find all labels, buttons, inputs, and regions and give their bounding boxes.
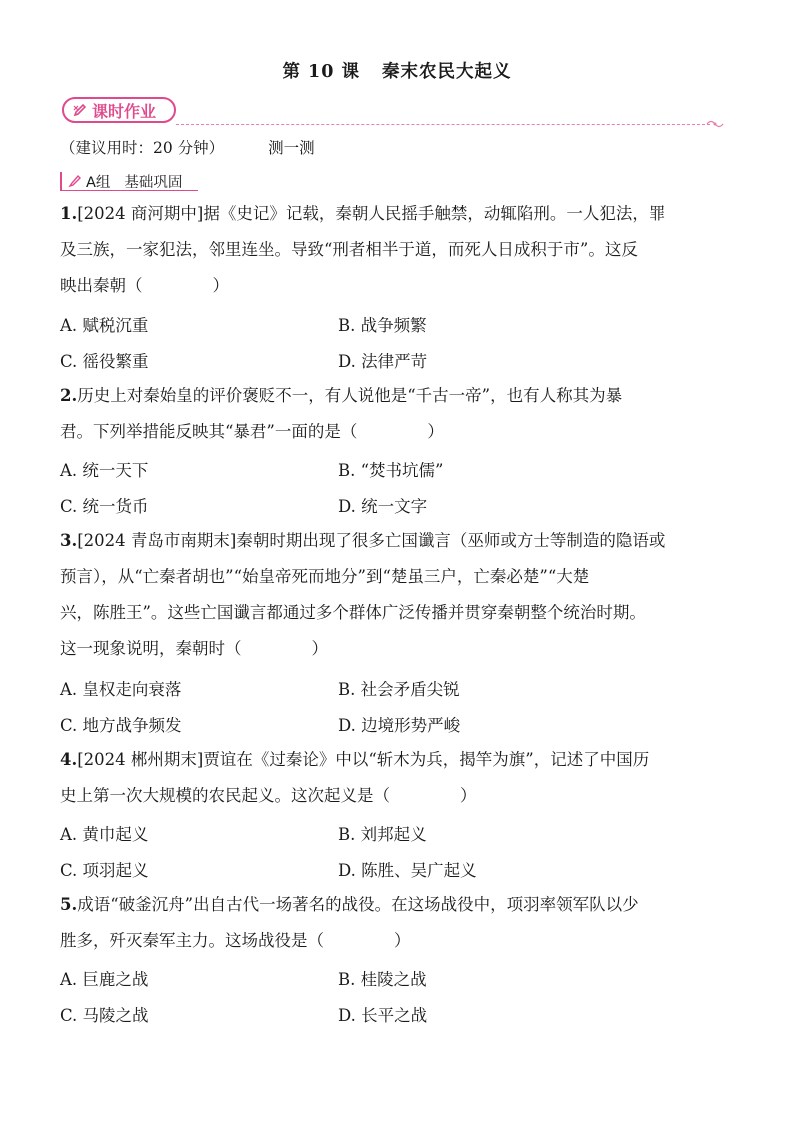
option-c[interactable]: C. 地方战争频发 xyxy=(60,716,182,735)
option-a[interactable]: A. 黄巾起义 xyxy=(60,825,149,844)
option-d[interactable]: D. 长平之战 xyxy=(338,1006,428,1025)
option-c[interactable]: C. 徭役繁重 xyxy=(60,352,149,371)
question-text: 贾谊在《过秦论》中以“斩木为兵，揭竿为旗”，记述了中国历 xyxy=(203,750,650,769)
homework-banner xyxy=(60,96,724,128)
question-text: 及三族，一家犯法，邻里连坐。导致“刑者相半于道，而死人日成积于市”。这反 xyxy=(60,240,638,259)
option-d[interactable]: D. 陈胜、吴广起义 xyxy=(338,861,477,880)
pencil-icon xyxy=(72,102,88,118)
page-title xyxy=(0,58,794,83)
lesson-name: 秦末农民大起义 xyxy=(382,62,512,82)
question-text: 这一现象说明，秦朝时（ xyxy=(60,639,242,658)
question-5 xyxy=(60,887,736,959)
question-text: 胜多，歼灭秦军主力。这场战役是（ xyxy=(60,931,324,950)
option-a[interactable]: A. 赋税沉重 xyxy=(60,316,149,335)
option-c[interactable]: C. 马陵之战 xyxy=(60,1006,149,1025)
answer-blank-close: ） xyxy=(460,786,477,805)
answer-blank-close: ） xyxy=(311,639,328,658)
question-text: 成语“破釜沉舟”出自古代一场著名的战役。在这场战役中，项羽率领军队以少 xyxy=(77,895,639,914)
question-number: 5. xyxy=(60,895,78,914)
question-number: 3. xyxy=(60,531,78,550)
time-hint-row xyxy=(60,136,315,158)
option-b[interactable]: B. 社会矛盾尖锐 xyxy=(338,680,460,699)
option-b[interactable]: B. 桂陵之战 xyxy=(338,970,427,989)
question-1 xyxy=(60,196,736,304)
group-heading xyxy=(60,172,198,191)
brush-icon xyxy=(68,174,82,188)
option-c[interactable]: C. 统一货币 xyxy=(60,497,149,516)
homework-badge xyxy=(62,97,176,123)
homework-label: 课时作业 xyxy=(92,101,157,121)
question-text: 据《史记》记载，秦朝人民摇手触禁，动辄陷刑。一人犯法，罪 xyxy=(203,204,666,223)
question-text: 历史上对秦始皇的评价褒贬不一，有人说他是“千古一帝”，也有人称其为暴 xyxy=(77,386,623,405)
option-c[interactable]: C. 项羽起义 xyxy=(60,861,149,880)
answer-blank-close: ） xyxy=(394,931,411,950)
suggested-time: （建议用时：20 分钟） xyxy=(60,139,225,157)
answer-blank-close: ） xyxy=(427,422,444,441)
question-number: 4. xyxy=(60,750,78,769)
question-source: [2024 商河期中] xyxy=(77,204,204,223)
option-a[interactable]: A. 皇权走向衰落 xyxy=(60,680,182,699)
answer-blank-close: ） xyxy=(212,276,229,295)
question-number: 1. xyxy=(60,204,78,223)
question-text: 映出秦朝（ xyxy=(60,276,143,295)
question-text: 史上第一次大规模的农民起义。这次起义是（ xyxy=(60,786,390,805)
question-text: 兴，陈胜王”。这些亡国谶言都通过多个群体广泛传播并贯穿秦朝整个统治时期。 xyxy=(60,603,646,622)
banner-divider xyxy=(176,124,710,125)
question-3 xyxy=(60,523,736,667)
group-name: A组 xyxy=(86,174,111,191)
question-4 xyxy=(60,742,736,814)
option-b[interactable]: B. 战争频繁 xyxy=(338,316,427,335)
question-text: 君。下列举措能反映其“暴君”一面的是（ xyxy=(60,422,358,441)
lesson-number: 第 10 课 xyxy=(282,62,361,82)
question-text: 预言），从“亡秦者胡也”“始皇帝死而地分”到“楚虽三户，亡秦必楚”“大楚 xyxy=(60,567,590,586)
option-b[interactable]: B. 刘邦起义 xyxy=(338,825,427,844)
question-number: 2. xyxy=(60,386,78,405)
group-label: 基础巩固 xyxy=(124,174,183,191)
question-text: 秦朝时期出现了很多亡国谶言（巫师或方士等制造的隐语或 xyxy=(236,531,666,550)
option-a[interactable]: A. 统一天下 xyxy=(60,461,149,480)
option-b[interactable]: B. “焚书坑儒” xyxy=(338,461,444,480)
option-d[interactable]: D. 边境形势严峻 xyxy=(338,716,461,735)
option-d[interactable]: D. 法律严苛 xyxy=(338,352,428,371)
question-2 xyxy=(60,378,736,450)
option-d[interactable]: D. 统一文字 xyxy=(338,497,428,516)
section-label: 测一测 xyxy=(268,139,315,157)
banner-end-ornament xyxy=(706,118,724,130)
question-source: [2024 郴州期末] xyxy=(77,750,204,769)
question-source: [2024 青岛市南期末] xyxy=(77,531,237,550)
option-a[interactable]: A. 巨鹿之战 xyxy=(60,970,149,989)
